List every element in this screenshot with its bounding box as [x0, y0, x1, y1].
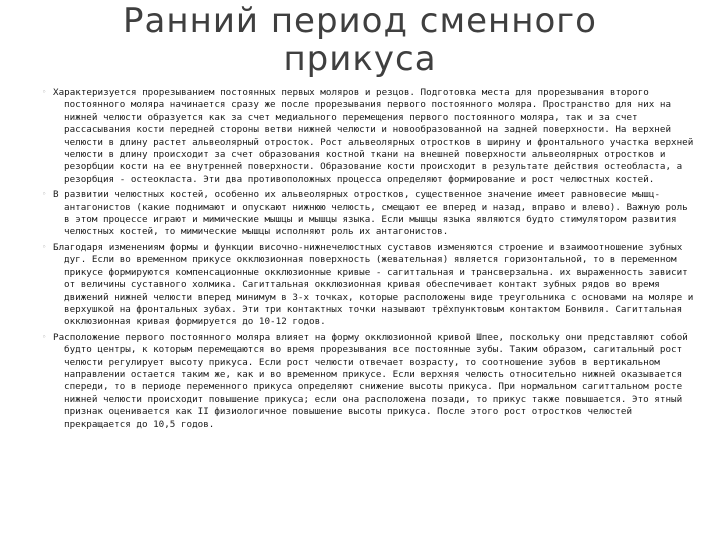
slide-body — [42, 86, 698, 433]
paragraph-text: Характеризуется прорезыванием постоянных первых моляров и резцов. Подготовка места для прорезывания второго постоянного моляра начинается сразу же после прорезывания первого постоянного моляра. Пространство для них на нижней челюсти образуется как за счет медиального перемещения первого постоянного моляра, так и за счет рассасывания кости передней стороны ветви нижней челюсти и новообразованной на задней поверхности. На верхней челюсти в длину растет альвеолярный отросток. Рост альвеолярных отростков в ширину и фронтального участка верхней челюсти в длину происходит за счет образования костной ткани на внешней поверхности альвеолярных отростков и резорбции кости на ее внутренней поверхности. Образование кости происходит в результате действия остеобласта, а резорбция - остеокласта. Эти два противоположных процесса определяют формирование и рост челюстных костей. — [53, 87, 694, 185]
slide-title-line-1: Ранний период сменного — [123, 1, 597, 41]
paragraph — [42, 331, 698, 431]
paragraph — [42, 188, 698, 239]
bullet-icon: ◦ — [42, 88, 47, 96]
paragraph-text: Благодаря изменениям формы и функции височно-нижнечелюстных суставов изменяются строение и взаимоотношение зубных дуг. Если во временном прикусе окклюзионная поверхность (жевательная) является горизонтальной, то в переменном прикусе формируются компенсационные окклюзионные кривые - сагиттальная и трансверзальна. их выраженность зависит от величины суставного холмика. Сагиттальная окклюзионная кривая обеспечивает контакт зубных рядов во время движений нижней челюсти вперед минимум в 3-х точках, которые расположены виде треугольника с основами на моляре и верхушкой на фронтальных зубах. Эти три контактных точки называют трёхпунктовым контактом Бонвиля. Сагиттальная окклюзионная кривая формируется до 10-12 годов. — [53, 241, 694, 328]
bullet-icon: ◦ — [42, 190, 47, 199]
paragraph-text: Расположение первого постоянного моляра влияет на форму окклюзионной кривой Шпее, поскольку они представляют собой будто центры, к которым перемещаются во время прорезывания все постоянные зубы. Таким образом, сагитальный рост челюсти регулирует высоту прикуса. Если рост челюсти отвечает возрасту, то соотношение зубов в вертикальном направлении остается таким же, как и во временном прикусе. Если верхняя челюсть относительно нижней оказывается спереди, то в периоде переменного прикуса определяют снижение высоты прикуса. При нормальном сагиттальном росте нижней челюсти происходит повышение прикуса; если она расположена позади, то прикус также повышается. Это ятный признак оценивается как II физиологичное повышение высоты прикуса. После этого рост отростков челюстей прекращается до 10,5 годов. — [53, 331, 688, 430]
slide-title — [0, 0, 720, 78]
bullet-icon: ◦ — [42, 242, 47, 251]
paragraph-text: В развитии челюстных костей, особенно их альвеолярных отростков, существенное значение имеет равновесие мышц-антагонистов (какие поднимают и опускают нижнюю челюсть, смещают ее вперед и назад, вправо и влево). Важную роль в этом процессе играют и мимические мышцы и мышцы языка. Если мышцы языка являются будто стимулятором развития челюстных костей, то мимические мышцы исполняют роль их антагонистов. — [53, 189, 688, 238]
slide-title-line-2: прикуса — [283, 39, 437, 79]
paragraph — [42, 241, 698, 329]
bullet-icon: ◦ — [42, 332, 47, 341]
paragraph — [42, 86, 698, 186]
